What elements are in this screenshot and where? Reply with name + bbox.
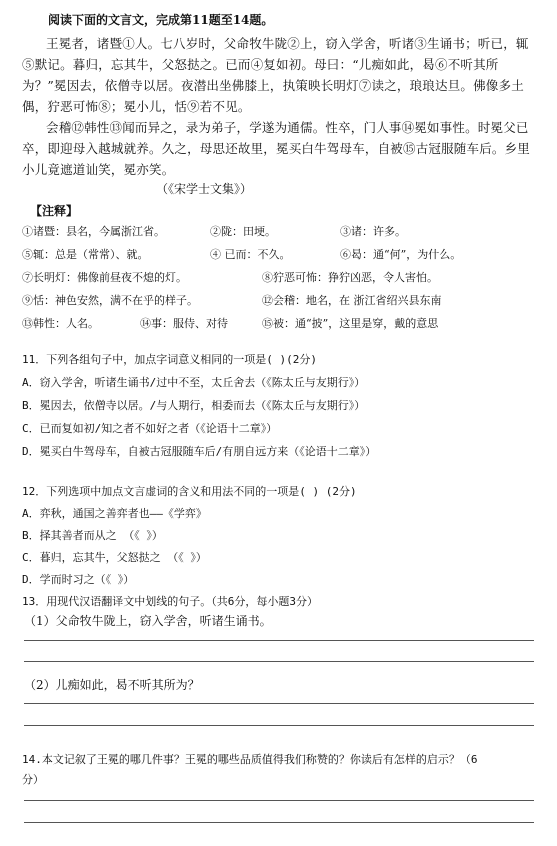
passage-paragraph-1: 王冕者，诸暨①人。七八岁时，父命牧牛陇②上，窃入学舍，听诸③生诵书；听已，辄⑤默记。暮归，忘其牛，父怒挞之。已而④复如初。母曰：“儿痴如此，曷⑥不听其所为？”冕因去，依僧寺以居。夜潜出坐佛膝上，执策映长明灯⑦读之，琅琅达旦。佛像多土偶，狞恶可怖⑧；冕小儿，恬⑨若不见。 — [22, 36, 529, 114]
question-12-option-a: A．弈秋，通国之善弈者也——《学弈》 — [22, 507, 207, 520]
question-11-stem: 11．下列各组句子中，加点字词意义相同的一项是( )(2分) — [22, 353, 317, 366]
answer-line[interactable] — [24, 703, 534, 704]
question-11-option-c: C．已而复如初/知之者不如好之者（《论语十二章》） — [22, 422, 278, 435]
note-item: ③诸：许多。 — [340, 225, 406, 238]
instruction: 阅读下面的文言文，完成第11题至14题。 — [48, 13, 274, 27]
question-13-stem: 13．用现代汉语翻译文中划线的句子。（共6分，每小题3分） — [22, 595, 318, 608]
note-item: ②陇：田埂。 — [210, 225, 276, 238]
note-item: ①诸暨：县名，今属浙江省。 — [22, 225, 165, 238]
note-item: ⑨恬：神色安然，满不在乎的样子。 — [22, 294, 198, 307]
note-item: ⑧狞恶可怖：狰狞凶恶，令人害怕。 — [262, 271, 438, 284]
passage-source: （《宋学士文集》） — [156, 182, 253, 196]
answer-line[interactable] — [24, 640, 534, 641]
question-12-option-c: C．暮归，忘其牛，父怒挞之 （《 》） — [22, 551, 207, 564]
question-12-stem: 12．下列选项中加点文言虚词的含义和用法不同的一项是( ) (2分) — [22, 485, 357, 498]
note-item: ⑫会稽：地名，在 浙江省绍兴县东南 — [262, 294, 442, 307]
question-13-sentence-1: （1）父命牧牛陇上，窃入学舍，听诸生诵书。 — [24, 614, 272, 628]
note-item: ④ 已而：不久。 — [210, 248, 291, 261]
answer-line[interactable] — [24, 822, 534, 823]
question-11-option-d: D．冕买白牛驾母车，自被古冠服随车后/有朋自远方来（《论语十二章》） — [22, 445, 377, 458]
note-item: ⑦长明灯：佛像前昼夜不熄的灯。 — [22, 271, 187, 284]
question-11-option-b: B．冕因去，依僧寺以居。/与人期行，相委而去（《陈太丘与友期行》） — [22, 399, 366, 412]
answer-line[interactable] — [24, 725, 534, 726]
answer-line[interactable] — [24, 800, 534, 801]
note-item: ⑥曷：通“何”，为什么。 — [340, 248, 462, 261]
passage-paragraph-2: 会稽⑫韩性⑬闻而异之，录为弟子，学遂为通儒。性卒，门人事⑭冕如事性。时冕父已卒，即迎母入越城就养。久之，母思还故里，冕买白牛驾母车，自被⑮古冠服随车后。乡里小儿竟遮道讪笑，冕亦笑。 — [22, 120, 531, 177]
question-11-option-a: A．窃入学舍，听诸生诵书/过中不至，太丘舍去（《陈太丘与友期行》） — [22, 376, 366, 389]
question-14-stem: 14.本文记叙了王冕的哪几件事？王冕的哪些品质值得我们称赞的？你读后有怎样的启示？（6 — [22, 753, 478, 766]
note-item: ⑬韩性：人名。 — [22, 317, 99, 330]
note-item: ⑮被：通“披”，这里是穿，戴的意思 — [262, 317, 439, 330]
question-12-option-b: B．择其善者而从之 （《 》） — [22, 529, 163, 542]
notes-heading: 【注释】 — [30, 204, 79, 218]
question-14-stem-continued: 分） — [22, 773, 44, 786]
question-12-option-d: D．学而时习之（《 》） — [22, 573, 135, 586]
answer-line[interactable] — [24, 661, 534, 662]
question-13-sentence-2: （2）儿痴如此，曷不听其所为？ — [24, 678, 200, 692]
note-item: ⑤辄：总是（常常）、就。 — [22, 248, 149, 261]
note-item: ⑭事：服侍、对待 — [140, 317, 228, 330]
